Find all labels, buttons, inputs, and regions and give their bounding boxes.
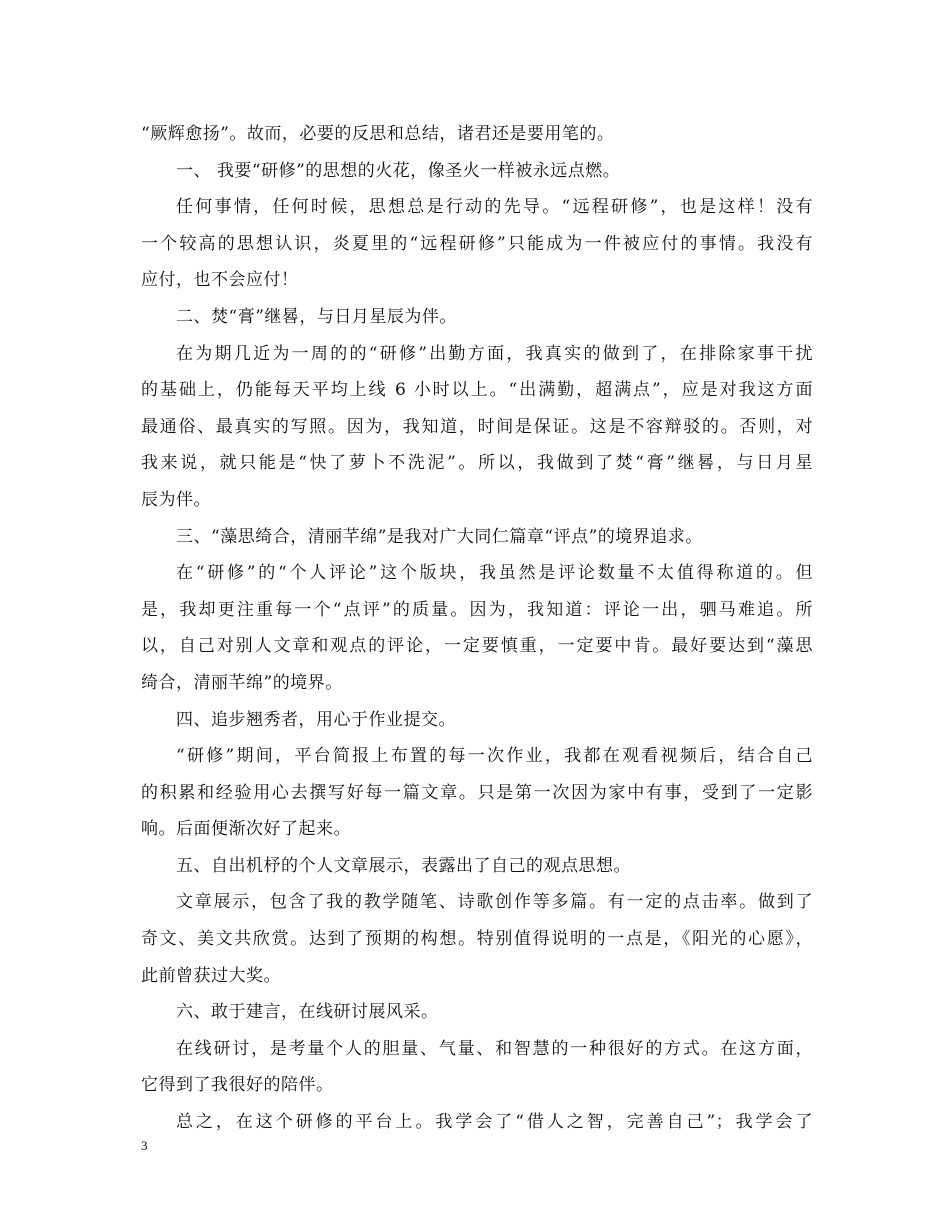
text-line: 我来说，就只能是“快了萝卜不洗泥”。所以，我做到了焚“膏”继晷，与日月星 <box>141 453 813 474</box>
text-line: 总之，在这个研修的平台上。我学会了“借人之智，完善自己”；我学会了 <box>176 1112 813 1133</box>
text-line: 的基础上，仍能每天平均上线 6 小时以上。“出满勤，超满点”，应是对我这方面 <box>141 380 813 401</box>
text-line: 绮合，清丽芊绵”的境界。 <box>141 672 343 693</box>
text-line: 三、“藻思绮合，清丽芊绵”是我对广大同仁篇章“评点”的境界追求。 <box>176 526 703 547</box>
text-line: 响。后面便渐次好了起来。 <box>141 819 351 840</box>
text-line: 一个较高的思想认识，炎夏里的“远程研修”只能成为一件被应付的事情。我没有 <box>141 233 813 254</box>
text-line: 在为期几近为一周的的“研修”出勤方面，我真实的做到了，在排除家事干扰 <box>176 343 813 364</box>
text-line: 奇文、美文共欣赏。达到了预期的构想。特别值得说明的一点是，《阳光的心愿》， <box>141 929 813 950</box>
text-line: 此前曾获过大奖。 <box>141 965 281 986</box>
text-line: 一、 我要“研修”的思想的火花，像圣火一样被永远点燃。 <box>176 160 621 181</box>
text-line: “厥辉愈扬”。故而，必要的反思和总结，诸君还是要用笔的。 <box>141 124 615 144</box>
text-line: 五、自出机杼的个人文章展示，表露出了自己的观点思想。 <box>176 855 631 876</box>
text-line: 任何事情，任何时候，思想总是行动的先导。“远程研修”，也是这样！没有 <box>176 197 813 218</box>
text-line: 的积累和经验用心去撰写好每一篇文章。只是第一次因为家中有事，受到了一定影 <box>141 782 813 803</box>
text-line: 在“研修”的“个人评论”这个版块，我虽然是评论数量不太值得称道的。但 <box>176 563 813 584</box>
text-line: 以，自己对别人文章和观点的评论，一定要慎重，一定要中肯。最好要达到“藻思 <box>141 636 813 657</box>
text-line: 六、敢于建言，在线研讨展风采。 <box>176 1002 439 1023</box>
page-number: 3 <box>141 1138 148 1153</box>
body-text <box>141 116 813 1141</box>
text-line: 二、焚“膏”继晷，与日月星辰为伴。 <box>176 306 457 327</box>
text-line: 是，我却更注重每一个“点评”的质量。因为，我知道：评论一出，驷马难追。所 <box>141 599 813 620</box>
text-line: 它得到了我很好的陪伴。 <box>141 1075 334 1096</box>
text-line: “研修”期间，平台简报上布置的每一次作业，我都在观看视频后，结合自己 <box>176 746 813 767</box>
text-line: 最通俗、最真实的写照。因为，我知道，时间是保证。这是不容辩驳的。否则，对 <box>141 416 813 437</box>
text-line: 应付，也不会应付！ <box>141 270 299 291</box>
text-line: 在线研讨，是考量个人的胆量、气量、和智慧的一种很好的方式。在这方面， <box>176 1038 813 1059</box>
text-line: 四、追步翘秀者，用心于作业提交。 <box>176 709 456 730</box>
text-line: 文章展示，包含了我的教学随笔、诗歌创作等多篇。有一定的点击率。做到了 <box>176 892 813 913</box>
text-line: 辰为伴。 <box>141 489 211 510</box>
